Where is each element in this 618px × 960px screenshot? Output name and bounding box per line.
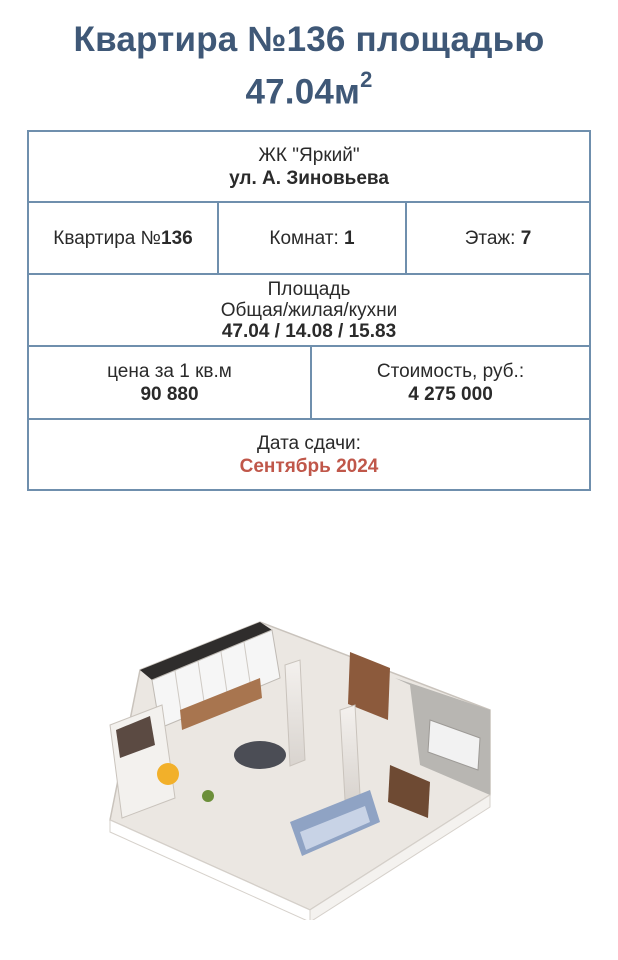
area-label: Площадь bbox=[267, 278, 351, 300]
apartment-number-value: 136 bbox=[161, 227, 193, 249]
complex-row bbox=[29, 132, 589, 203]
apartment-number-cell bbox=[29, 203, 217, 273]
delivery-label: Дата сдачи: bbox=[257, 432, 361, 454]
rooms-value: 1 bbox=[344, 227, 355, 249]
total-cost-label: Стоимость, руб.: bbox=[376, 360, 525, 382]
apartment-number-label: Квартира № bbox=[53, 227, 162, 249]
area-cell bbox=[29, 275, 589, 345]
total-cost-cell bbox=[310, 347, 589, 418]
price-row bbox=[29, 347, 589, 420]
rooms-label: Комнат: bbox=[269, 227, 345, 249]
page-title bbox=[0, 18, 618, 115]
complex-name: ЖК "Яркий" bbox=[258, 144, 360, 166]
price-per-m-value: 90 880 bbox=[140, 383, 199, 405]
complex-cell bbox=[29, 132, 589, 201]
delivery-value: Сентябрь 2024 bbox=[239, 455, 379, 477]
price-per-m-cell bbox=[29, 347, 310, 418]
rooms-cell bbox=[217, 203, 405, 273]
apartment-info-table bbox=[27, 130, 591, 491]
title-line-2 bbox=[0, 62, 618, 115]
delivery-row bbox=[29, 420, 589, 489]
price-per-m-label: цена за 1 кв.м bbox=[107, 360, 232, 382]
area-row bbox=[29, 275, 589, 347]
floor-value: 7 bbox=[520, 227, 532, 249]
title-area: 47.04м bbox=[245, 72, 361, 112]
area-values: 47.04 / 14.08 / 15.83 bbox=[221, 320, 397, 342]
title-area-unit-superscript: 2 bbox=[360, 67, 373, 92]
delivery-cell bbox=[29, 420, 589, 489]
area-sublabel: Общая/жилая/кухни bbox=[220, 299, 398, 321]
title-line-1: Квартира №136 площадью bbox=[73, 20, 545, 59]
apartment-floor-plan-image bbox=[10, 560, 610, 920]
floor-cell bbox=[405, 203, 589, 273]
complex-street: ул. А. Зиновьева bbox=[229, 167, 389, 189]
params-row bbox=[29, 203, 589, 275]
floor-label: Этаж: bbox=[464, 227, 521, 249]
total-cost-value: 4 275 000 bbox=[408, 383, 493, 405]
